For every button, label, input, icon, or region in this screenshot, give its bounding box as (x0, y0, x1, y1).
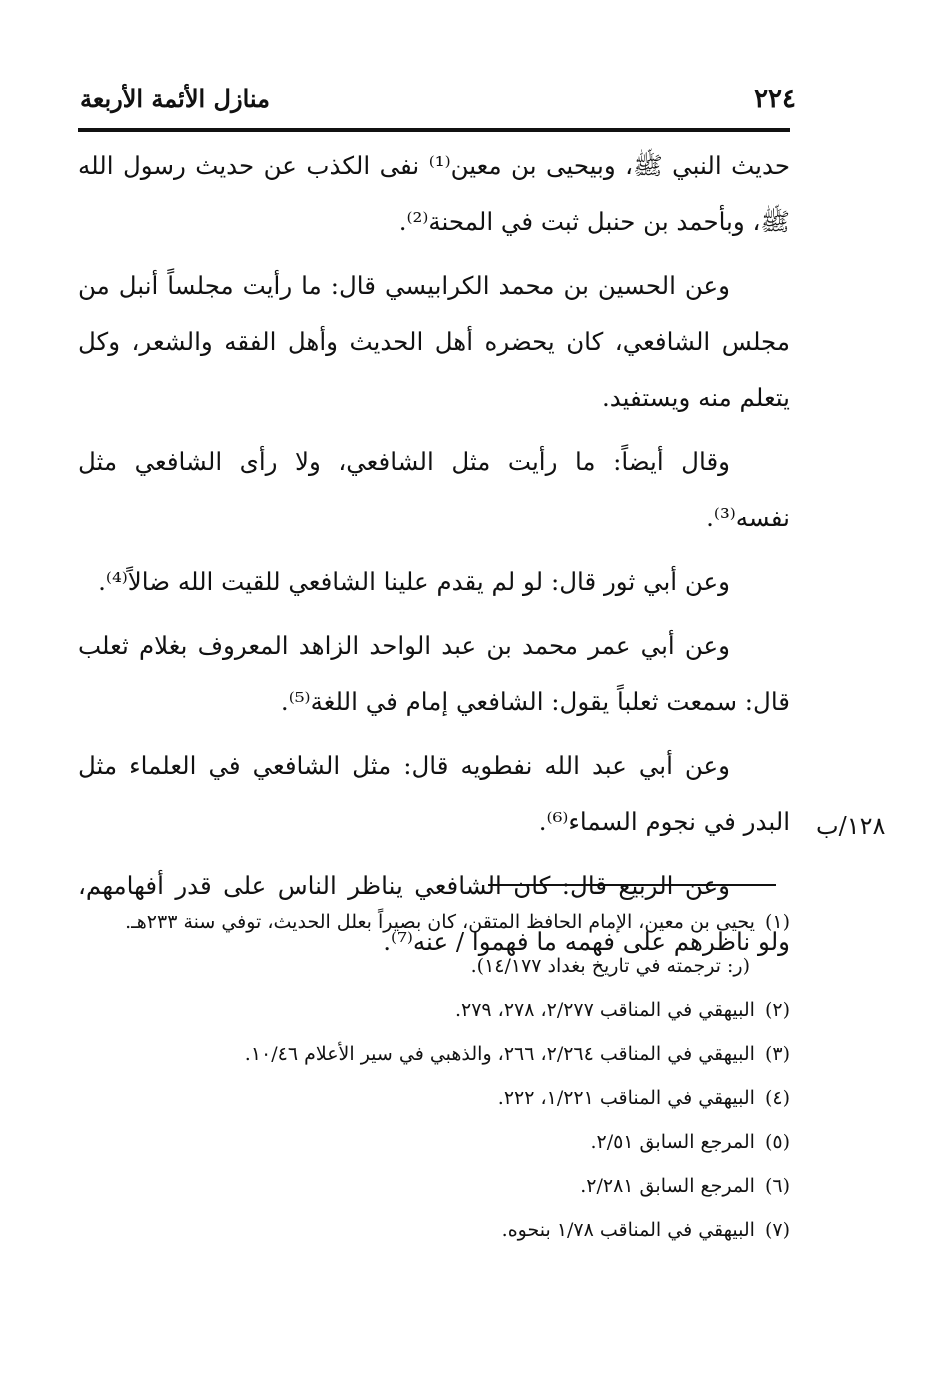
footnote-text: البيهقي في المناقب ١/٢٢١، ٢٢٢. (497, 1087, 755, 1109)
footnote-text: البيهقي في المناقب ١/٧٨ بنحوه. (501, 1219, 755, 1241)
paragraph: وعن الحسين بن محمد الكرابيسي قال: ما رأيت مجلساً أنبل من مجلس الشافعي، كان يحضره أهل الحديث وأهل الفقه والشعر، وكل يتعلم منه ويستفيد. (78, 271, 790, 412)
footnote (100, 988, 790, 1032)
footnote-continuation (100, 944, 790, 988)
footnote-text: المرجع السابق ٢/٢٨١. (580, 1175, 755, 1197)
footnotes (100, 900, 790, 1252)
footnote (100, 1032, 790, 1076)
paragraph: وقال أيضاً: ما رأيت مثل الشافعي، ولا رأى الشافعي مثل نفسه⁽³⁾. (78, 447, 790, 532)
footnote (100, 1164, 790, 1208)
paragraph: وعن الربيع قال: كان الشافعي يناظر الناس على قدر أفهامهم، ولو ناظرهم على فهمه ما فهموا / عنه⁽⁷⁾. (78, 871, 790, 956)
paragraph: وعن أبي عمر محمد بن عبد الواحد الزاهد المعروف بغلام ثعلب قال: سمعت ثعلباً يقول: الشافعي إمام في اللغة⁽⁵⁾. (78, 631, 790, 716)
footnote (100, 1120, 790, 1164)
footnote (100, 900, 790, 944)
footnote-number: (٣) (764, 1043, 790, 1065)
footnote-text: البيهقي في المناقب ٢/٢٦٤، ٢٦٦، والذهبي في سير الأعلام ١٠/٤٦. (244, 1043, 755, 1065)
main-text (78, 138, 790, 978)
footnote-text: يحيى بن معين، الإمام الحافظ المتقن، كان بصيراً بعلل الحديث، توفي سنة ٢٣٣هـ. (125, 911, 755, 933)
running-header-title: منازل الأئمة الأربعة (80, 84, 270, 113)
footnote-text: البيهقي في المناقب ٢/٢٧٧، ٢٧٨، ٢٧٩. (454, 999, 755, 1021)
footnote-number: (٧) (764, 1219, 790, 1241)
footnote-number: (٤) (764, 1087, 790, 1109)
header-rule (78, 128, 790, 132)
footnote-number: (٦) (764, 1175, 790, 1197)
footnote (100, 1076, 790, 1120)
paragraph: وعن أبي ثور قال: لو لم يقدم علينا الشافعي للقيت الله ضالاً⁽⁴⁾. (98, 567, 730, 596)
paragraph: حديث النبي ﷺ، وبيحيى بن معين⁽¹⁾ نفى الكذب عن حديث رسول الله ﷺ، وبأحمد بن حنبل ثبت في المحنة⁽²⁾. (78, 151, 790, 236)
page-number: ٢٢٤ (754, 84, 796, 114)
footnote-number: (١) (764, 911, 790, 933)
paragraph: وعن أبي عبد الله نفطويه قال: مثل الشافعي في العلماء مثل البدر في نجوم السماء⁽⁶⁾. (78, 751, 790, 836)
footnote (100, 1208, 790, 1252)
footnote-text: المرجع السابق ٢/٥١. (590, 1131, 755, 1153)
footnote-number: (٥) (764, 1131, 790, 1153)
footnote-number: (٢) (764, 999, 790, 1021)
manuscript-folio-note: ١٢٨/ب (816, 812, 886, 840)
footnote-separator (488, 884, 776, 886)
footnote-text: (ر: ترجمته في تاريخ بغداد ١٤/١٧٧). (470, 955, 750, 977)
